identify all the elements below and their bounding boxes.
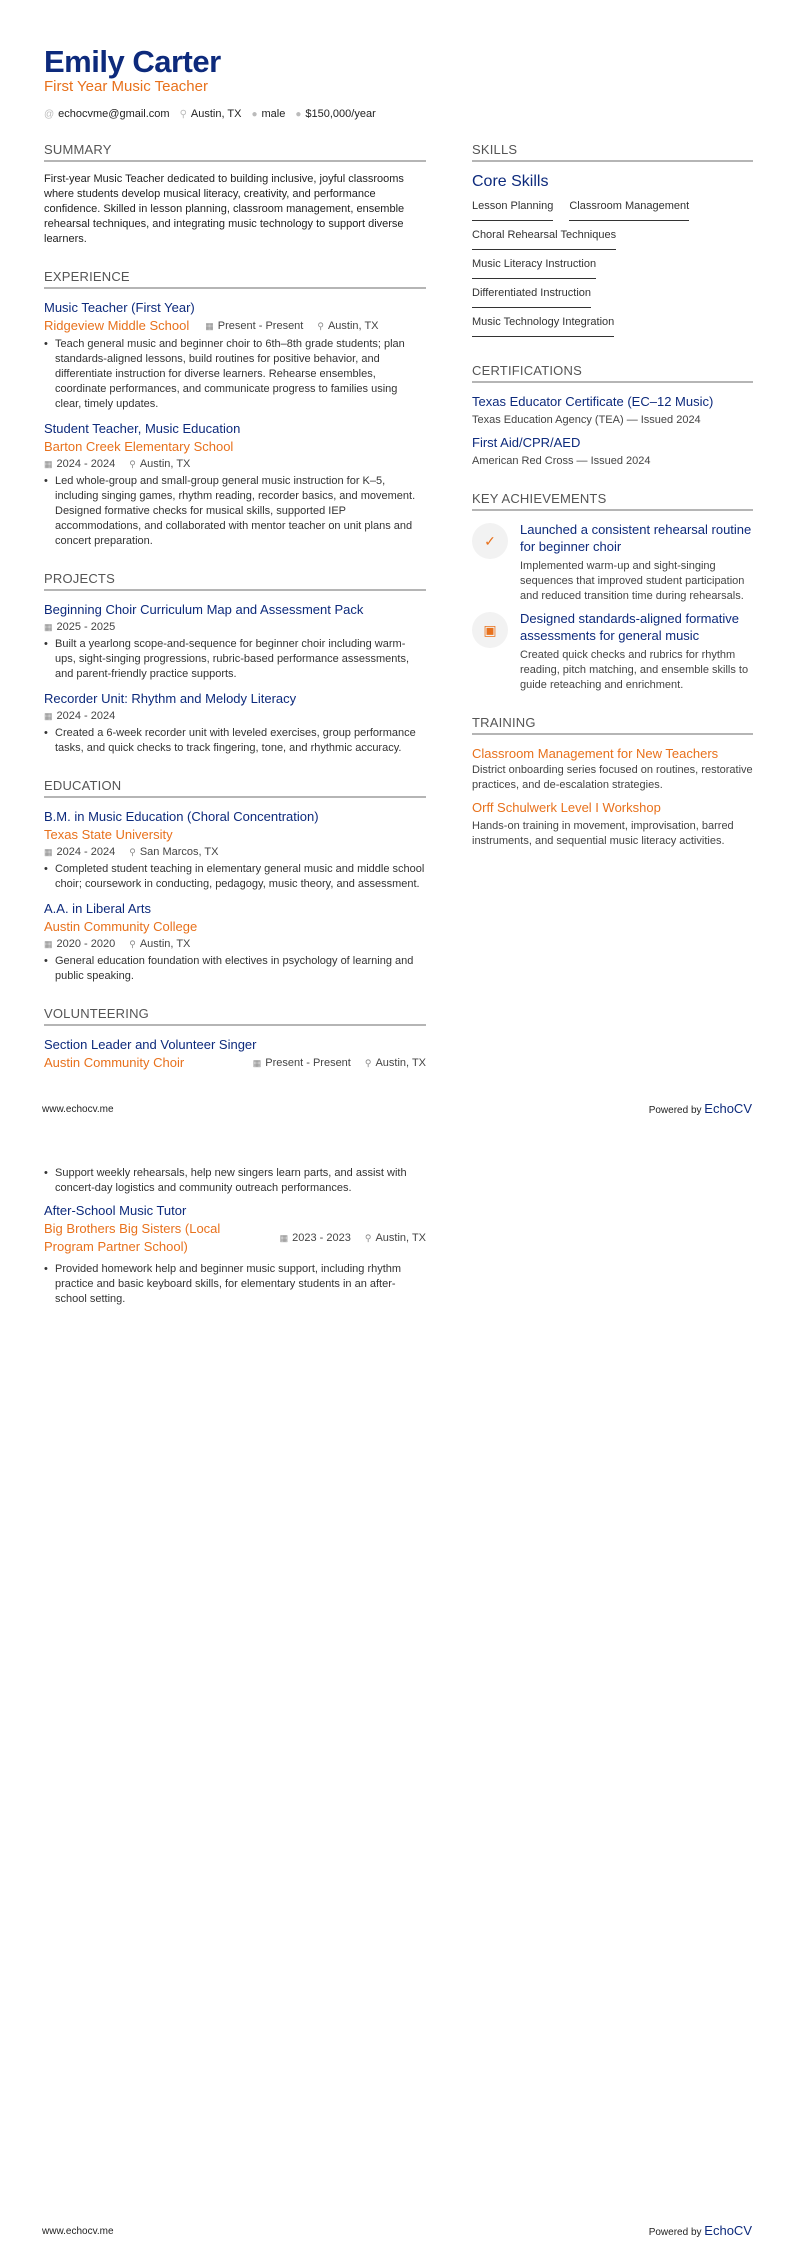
project-entry [44,690,426,756]
money-icon: ● [295,109,302,120]
calendar-x-icon: ▣ [472,612,508,648]
bullet: • Support weekly rehearsals, help new singers learn parts, and assist with concert-day logistics and community outreach performances. [44,1166,426,1196]
achievements-section [472,491,753,693]
achievement-desc: Created quick checks and rubrics for rhythm reading, pitch matching, and ensemble skills to guide reteaching and enrichment. [520,649,749,691]
location-icon: ⚲ [179,109,187,120]
left-column [44,142,426,1072]
dates: Present - Present [265,1057,351,1069]
achievement-title: Designed standards-aligned formative assessments for general music [520,611,739,643]
brand-name: EchoCV [704,1101,752,1116]
volunteer-org: Big Brothers Big Sisters (Local Program Partner School) [44,1221,221,1254]
calendar-icon: ▦ [44,622,53,632]
contact-location: ⚲ Austin, TX [179,108,242,120]
education-entry [44,900,426,984]
cert-name: First Aid/CPR/AED [472,435,581,450]
school: Austin Community College [44,919,198,934]
calendar-icon: ▦ [205,321,214,331]
calendar-icon: ▦ [279,1233,289,1243]
achievement-title: Launched a consistent rehearsal routine for beginner choir [520,522,752,554]
contact-salary: ● $150,000/year [295,108,376,120]
summary-text: First-year Music Teacher dedicated to building inclusive, joyful classrooms where students develop musical literacy, creativity, and performance confidence. Skilled in lesson planning, classroom management, ensemble rehearsal techniques, and integrating music technology to support diverse learners. [44,173,405,245]
calendar-icon: ▦ [44,847,53,857]
employer: Ridgeview Middle School [44,318,190,333]
cert-name: Texas Educator Certificate (EC–12 Music) [472,394,714,409]
dates: 2020 - 2020 [56,938,116,950]
brand-name: EchoCV [704,2223,752,2238]
section-heading: SUMMARY [44,142,426,162]
experience-entry [44,420,426,549]
section-heading: TRAINING [472,715,753,735]
location: Austin, TX [375,1057,426,1069]
achievement-item [472,610,753,693]
education-entry [44,808,426,892]
education-section [44,778,426,984]
project-entry [44,601,426,682]
bullet: • Led whole-group and small-group general music instruction for K–5, including singing games, rhythm reading, recorder basics, and movement. Designed formative checks for musical skills, supported IEP accommodations, and collaborated with mentor teacher on unit plans and concert preparation. [44,474,426,549]
volunteer-org: Austin Community Choir [44,1055,185,1070]
cert-detail: American Red Cross — Issued 2024 [472,455,651,467]
section-heading: KEY ACHIEVEMENTS [472,491,753,511]
dates: 2023 - 2023 [292,1232,351,1244]
bullet: • Provided homework help and beginner music support, including rhythm practice and basic keyboard skills, for elementary students in an after-school setting. [44,1262,426,1307]
location: Austin, TX [327,320,379,332]
bullet: • Created a 6-week recorder unit with leveled exercises, group performance tasks, and quick checks to track fingering, tone, and rhythmic accuracy. [44,726,426,756]
powered-label: Powered by [648,1105,702,1116]
volunteer-title: Section Leader and Volunteer Singer [44,1037,257,1052]
section-heading: PROJECTS [44,571,426,591]
section-heading: VOLUNTEERING [44,1006,426,1026]
location: Austin, TX [139,938,191,950]
training-name: Classroom Management for New Teachers [472,746,719,761]
project-title: Beginning Choir Curriculum Map and Assessment Pack [44,602,364,617]
location-icon: ⚲ [364,1233,372,1243]
candidate-name: Emily Carter [44,44,221,79]
skill-tag: Music Literacy Instruction [472,254,596,279]
bullet: • Teach general music and beginner choir to 6th–8th grade students; plan standards-aligned lessons, build routines for positive behavior, and differentiate instruction for diverse learners. Rehearse ensembles, coordinate performances, and communicate progress to families using clear, timely updates. [44,337,426,412]
experience-section [44,269,426,549]
section-heading: SKILLS [472,142,753,162]
dates: 2024 - 2024 [56,710,116,722]
location-icon: ⚲ [364,1058,372,1068]
skill-tag: Lesson Planning [472,196,553,221]
training-desc: District onboarding series focused on routines, restorative practices, and de-escalation strategies. [472,764,753,791]
projects-section [44,571,426,756]
employer: Barton Creek Elementary School [44,439,234,454]
candidate-title: First Year Music Teacher [44,78,208,95]
bullet: • General education foundation with electives in psychology of learning and public speaking. [44,954,426,984]
training-name: Orff Schulwerk Level I Workshop [472,800,661,815]
location: Austin, TX [139,458,191,470]
location: San Marcos, TX [139,846,219,858]
section-heading: EDUCATION [44,778,426,798]
degree: A.A. in Liberal Arts [44,901,151,916]
contact-gender: ● male [251,108,286,120]
dates: 2025 - 2025 [56,621,116,633]
location: Austin, TX [375,1232,426,1244]
dates: 2024 - 2024 [56,846,116,858]
location-icon: ⚲ [317,321,324,331]
job-title: Student Teacher, Music Education [44,421,241,436]
bullet: • Built a yearlong scope-and-sequence for beginner choir including warm-ups, sight-singing progressions, rubric-based performance assessments, and parent-friendly practice supports. [44,637,426,682]
dates: 2024 - 2024 [56,458,116,470]
skill-tag: Choral Rehearsal Techniques [472,225,616,250]
section-heading: CERTIFICATIONS [472,363,753,383]
job-title: Music Teacher (First Year) [44,300,195,315]
footer-powered [649,2223,752,2238]
location-icon: ⚲ [129,939,136,949]
bullet: • Completed student teaching in elementary general music and middle school choir; coursework in conducting, pedagogy, music theory, and assessment. [44,862,426,892]
achievement-item [472,521,753,604]
dates: Present - Present [217,320,304,332]
email-icon: @ [44,109,55,120]
section-heading: EXPERIENCE [44,269,426,289]
right-column [472,142,753,849]
experience-entry [44,299,426,412]
person-icon: ● [251,109,258,120]
location-icon: ⚲ [129,459,136,469]
volunteer-entry [44,1202,426,1307]
footer-site[interactable]: www.echocv.me [42,2226,114,2237]
contact-email: @ echocvme@gmail.com [44,108,170,120]
calendar-icon: ▦ [44,459,53,469]
project-title: Recorder Unit: Rhythm and Melody Literacy [44,691,297,706]
contact-bar [44,108,376,120]
summary-section [44,142,426,247]
location-icon: ⚲ [129,847,136,857]
check-icon: ✓ [472,523,508,559]
training-section [472,715,753,849]
school: Texas State University [44,827,173,842]
skills-section [472,142,753,341]
left-column-page2 [44,1164,426,1315]
volunteering-section [44,1006,426,1072]
degree: B.M. in Music Education (Choral Concentration) [44,809,319,824]
skill-tag: Music Technology Integration [472,312,614,337]
skill-group-title: Core Skills [472,173,549,190]
achievement-desc: Implemented warm-up and sight-singing sequences that improved student participation and reduced transition time during rehearsals. [520,560,745,602]
calendar-icon: ▦ [44,711,53,721]
footer-site[interactable]: www.echocv.me [42,1104,114,1115]
calendar-icon: ▦ [44,939,53,949]
skill-tag: Classroom Management [569,196,689,221]
calendar-icon: ▦ [252,1058,262,1068]
cert-detail: Texas Education Agency (TEA) — Issued 2024 [472,414,701,426]
skill-tag: Differentiated Instruction [472,283,591,308]
footer-powered [649,1101,752,1116]
certifications-section [472,363,753,469]
training-desc: Hands-on training in movement, improvisation, barred instruments, and sequential music literacy activities. [472,820,734,847]
powered-label: Powered by [648,2227,702,2238]
volunteer-title: After-School Music Tutor [44,1203,187,1218]
